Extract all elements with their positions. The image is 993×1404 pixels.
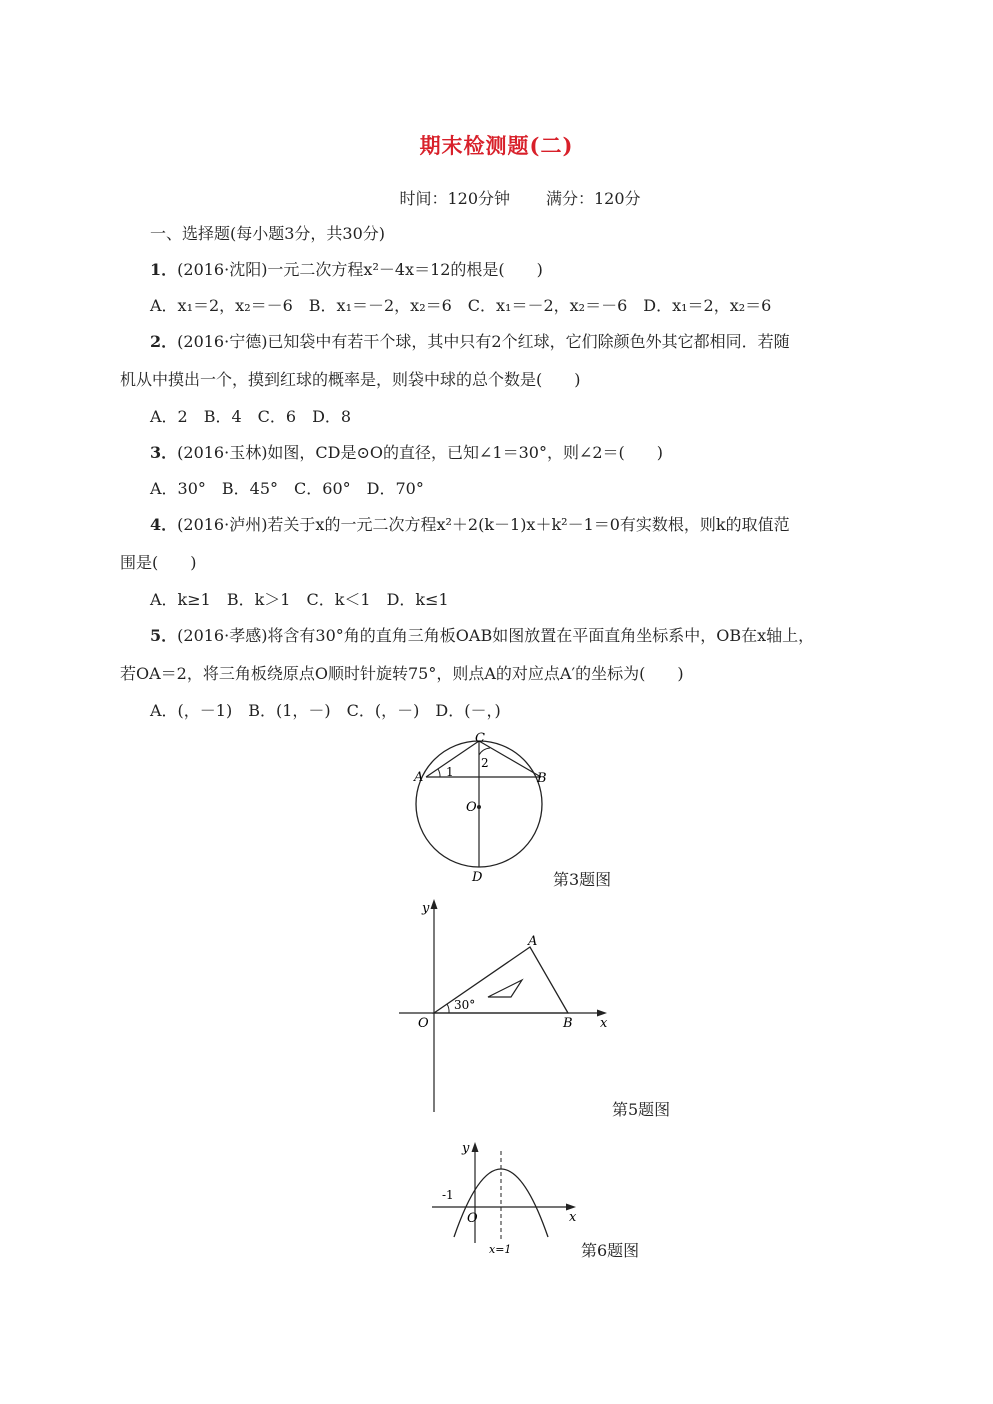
question-1 — [150, 259, 543, 281]
question-3 — [150, 442, 663, 464]
figure-6-caption: 第6题图 — [581, 1241, 640, 1260]
question-3-options: A．30° B．45° C．60° D．70° — [150, 479, 424, 498]
figure-5-triangle — [395, 893, 625, 1118]
page-title: 期末检测题(二) — [419, 133, 574, 158]
angle-2-arc — [479, 748, 490, 755]
question-5-continued: 若OA＝2，将三角板绕原点O顺时针旋转75°，则点A的对应点A′的坐标为( ) — [120, 664, 684, 683]
label-x: x — [569, 1210, 577, 1225]
triangle-inner — [488, 980, 522, 997]
angle-30-arc — [447, 1004, 449, 1013]
question-2-options: A．2 B．4 C．6 D．8 — [150, 407, 352, 426]
question-5 — [150, 625, 814, 647]
time-limit: 时间：120分钟 — [399, 189, 510, 208]
question-2-continued: 机从中摸出一个，摸到红球的概率是，则袋中球的总个数是( ) — [120, 370, 581, 389]
label-y: y — [422, 901, 430, 916]
label-angle-2: 2 — [481, 756, 489, 770]
label-o: O — [418, 1016, 429, 1031]
label-y: y — [462, 1141, 470, 1156]
question-number: 1． — [150, 260, 178, 279]
label-c: C — [475, 731, 485, 746]
question-stem: (2016·玉林)如图，CD是⊙O的直径，已知∠1＝30°，则∠2＝( ) — [177, 443, 664, 462]
label-o: O — [467, 1211, 478, 1226]
y-axis-arrow — [472, 1142, 479, 1152]
figure-3-caption: 第3题图 — [553, 870, 612, 889]
exam-meta — [0, 186, 993, 209]
question-number: 4． — [150, 515, 178, 534]
question-2 — [150, 331, 790, 353]
label-b: B — [563, 1016, 573, 1031]
angle-1-arc — [438, 769, 440, 777]
label-a: A — [414, 770, 424, 785]
full-score: 满分：120分 — [546, 189, 641, 208]
center-point — [477, 805, 481, 809]
question-4 — [150, 514, 790, 536]
label-b: B — [537, 771, 547, 786]
label-angle-1: 1 — [446, 765, 454, 779]
y-axis-arrow — [431, 899, 438, 909]
label-axis: x=1 — [489, 1243, 512, 1256]
figure-6-parabola — [428, 1135, 588, 1265]
label-a: A — [528, 934, 538, 949]
label-d: D — [472, 870, 483, 885]
figure-3-circle — [400, 728, 570, 888]
question-4-options: A．k≥1 B．k＞1 C．k＜1 D．k≤1 — [150, 590, 449, 609]
question-number: 3． — [150, 443, 178, 462]
label-angle: 30° — [454, 998, 476, 1012]
question-stem: (2016·沈阳)一元二次方程x²－4x＝12的根是( ) — [177, 260, 543, 279]
question-1-options: A．x₁＝2，x₂＝－6 B．x₁＝－2，x₂＝6 C．x₁＝－2，x₂＝－6 D．x₁＝2，x₂＝6 — [150, 296, 772, 315]
question-stem: (2016·宁德)已知袋中有若干个球，其中只有2个红球，它们除颜色外其它都相同．若随 — [177, 332, 790, 351]
figure-5-caption: 第5题图 — [612, 1100, 671, 1119]
label-o: O — [466, 800, 477, 815]
question-5-options: A．(，－1) B．(1，－) C．(，－) D．(－，) — [150, 701, 501, 720]
question-number: 2． — [150, 332, 178, 351]
label-neg-1: -1 — [442, 1188, 454, 1202]
question-stem: (2016·孝感)将含有30°角的直角三角板OAB如图放置在平面直角坐标系中，OB在x轴上， — [177, 626, 815, 645]
question-4-continued: 围是( ) — [120, 553, 197, 572]
question-stem: (2016·泸州)若关于x的一元二次方程x²＋2(k－1)x＋k²－1＝0有实数根，则k的取值范 — [177, 515, 790, 534]
section-heading: 一、选择题(每小题3分，共30分) — [150, 224, 386, 243]
question-number: 5． — [150, 626, 178, 645]
label-x: x — [600, 1016, 608, 1031]
